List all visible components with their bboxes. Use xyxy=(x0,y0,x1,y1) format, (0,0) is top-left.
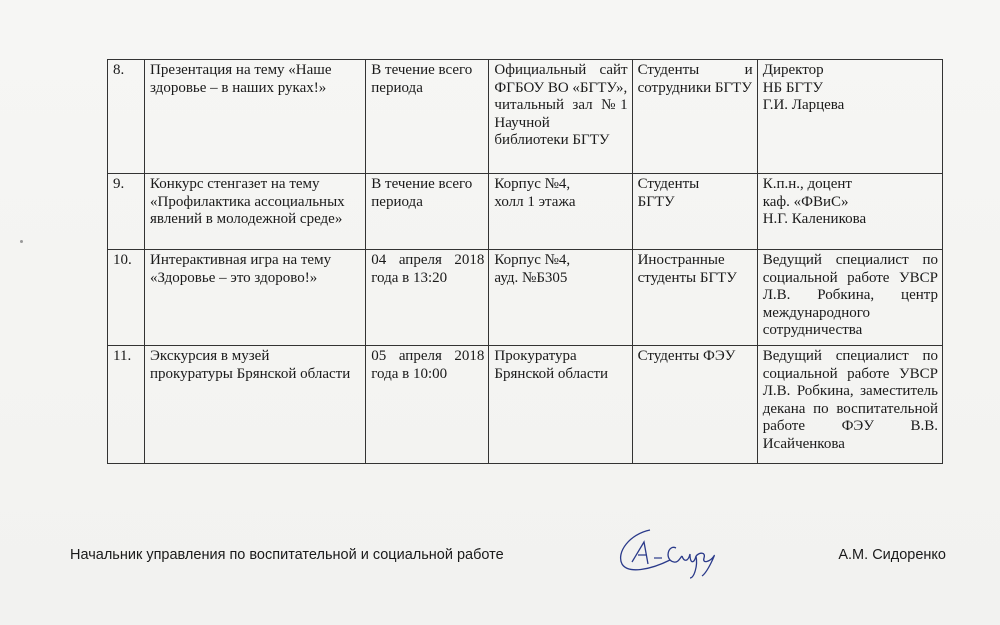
event-name: Экскурсия в музей прокуратуры Брянской области xyxy=(145,346,366,464)
event-participants: Иностранные студенты БГТУ xyxy=(632,250,757,346)
table-row xyxy=(108,250,943,346)
event-participants: Студенты и сотрудники БГТУ xyxy=(632,60,757,174)
event-name: Конкурс стенгазет на тему «Профилактика ассоциальных явлений в молодежной среде» xyxy=(145,174,366,250)
row-number: 11. xyxy=(108,346,145,464)
signer-name: А.М. Сидоренко xyxy=(838,547,946,563)
signer-position: Начальник управления по воспитательной и социальной работе xyxy=(70,547,504,563)
table-row xyxy=(108,346,943,464)
signature-block xyxy=(70,545,946,569)
event-date: В течение всего периода xyxy=(366,60,489,174)
scan-speck xyxy=(20,240,23,243)
event-date: В течение всего периода xyxy=(366,174,489,250)
event-date: 05 апреля 2018 года в 10:00 xyxy=(366,346,489,464)
event-responsible: Ведущий специалист по социальной работе УВСР Л.В. Робкина, центр международного сотрудничества xyxy=(757,250,942,346)
row-number: 9. xyxy=(108,174,145,250)
event-participants: Студенты БГТУ xyxy=(632,174,757,250)
event-name: Презентация на тему «Наше здоровье – в наших руках!» xyxy=(145,60,366,174)
event-place: Корпус №4, ауд. №Б305 xyxy=(489,250,632,346)
event-place: Прокуратура Брянской области xyxy=(489,346,632,464)
event-responsible: Ведущий специалист по социальной работе УВСР Л.В. Робкина, заместитель декана по воспитательной работе ФЭУ В.В. Исайченкова xyxy=(757,346,942,464)
table-row xyxy=(108,60,943,174)
event-place: Официальный сайт ФГБОУ ВО «БГТУ», читальный зал №1 Научной библиотеки БГТУ xyxy=(489,60,632,174)
events-table xyxy=(107,59,943,464)
event-name: Интерактивная игра на тему «Здоровье – это здорово!» xyxy=(145,250,366,346)
row-number: 10. xyxy=(108,250,145,346)
event-date: 04 апреля 2018 года в 13:20 xyxy=(366,250,489,346)
event-responsible: Директор НБ БГТУ Г.И. Ларцева xyxy=(757,60,942,174)
event-responsible: К.п.н., доцент каф. «ФВиС» Н.Г. Каленикова xyxy=(757,174,942,250)
event-place: Корпус №4, холл 1 этажа xyxy=(489,174,632,250)
table-row xyxy=(108,174,943,250)
event-participants: Студенты ФЭУ xyxy=(632,346,757,464)
row-number: 8. xyxy=(108,60,145,174)
